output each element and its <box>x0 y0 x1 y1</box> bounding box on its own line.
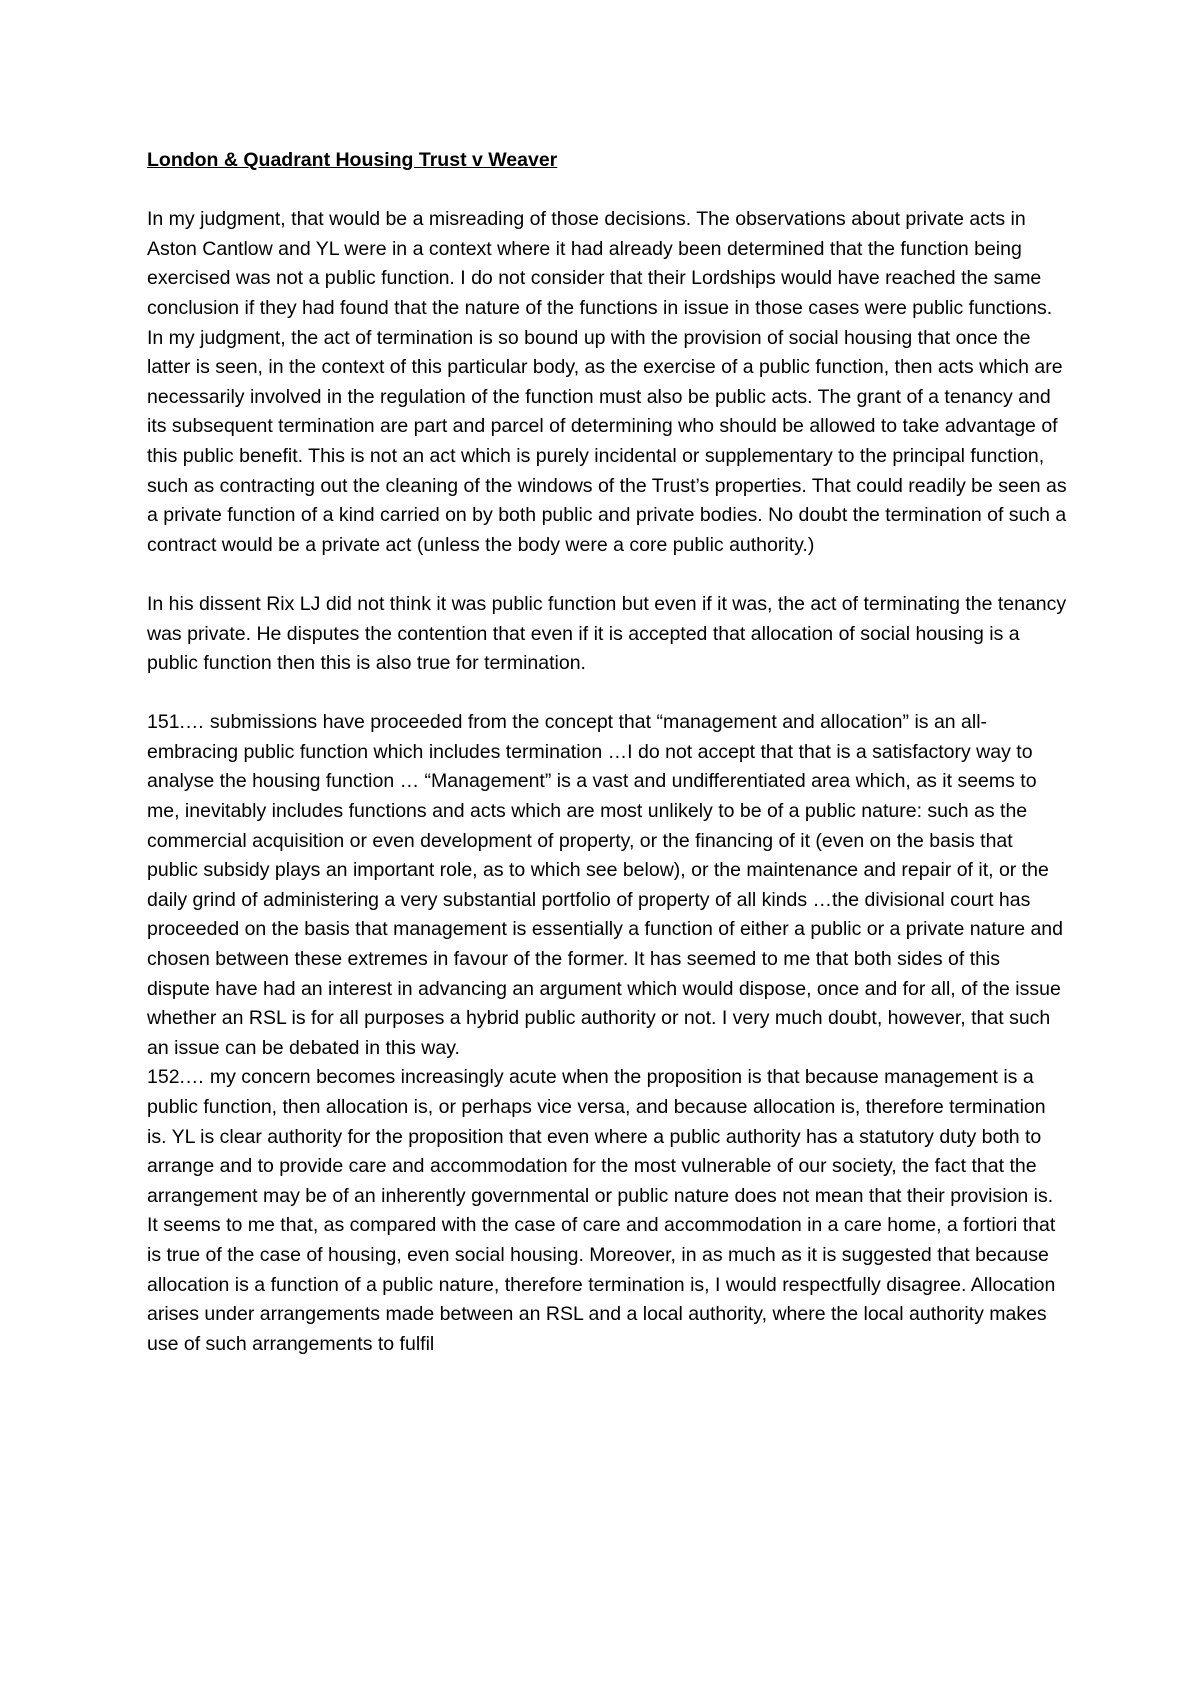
spacer <box>147 176 1067 206</box>
paragraph: In his dissent Rix LJ did not think it was public function but even if it was, the act of terminating the tenancy was private. He disputes the contention that even if it is accepted that allocation of social housing is a public function then this is also true for termination. <box>147 592 1067 675</box>
paragraph: 151.… submissions have proceeded from the concept that “management and allocation” is an all-embracing public function which includes termination …I do not accept that that is a satisfactory way to analyse the housing function … “Management” is a vast and undifferentiated area which, as it seems to me, inevitably includes functions and acts which are most unlikely to be of a public nature: such as the commercial acquisition or even development of property, or the financing of it (even on the basis that public subsidy plays an important role, as to which see below), or the maintenance and repair of it, or the daily grind of administering a very substantial portfolio of property of all kinds …the divisional court has proceeded on the basis that management is essentially a function of either a public or a private nature and chosen between these extremes in favour of the former. It has seemed to me that both sides of this dispute have had an interest in advancing an argument which would dispose, once and for all, of the issue whether an RSL is for all purposes a hybrid public authority or not. I very much doubt, however, that such an issue can be debated in this way. <box>147 711 1063 1059</box>
document-body <box>147 146 1067 1359</box>
spacer <box>147 560 1067 590</box>
paragraph: In my judgment, that would be a misreading of those decisions. The observations about private acts in Aston Cantlow and YL were in a context where it had already been determined that the function being exercised was not a public function. I do not consider that their Lordships would have reached the same conclusion if they had found that the nature of the functions in issue in those cases were public functions. <box>147 208 1053 319</box>
paragraph: In my judgment, the act of termination is so bound up with the provision of social housing that once the latter is seen, in the context of this particular body, as the exercise of a public function, then acts which are necessarily involved in the regulation of the function must also be public acts. The grant of a tenancy and its subsequent termination are part and parcel of determining who should be allowed to take advantage of this public benefit. This is not an act which is purely incidental or supplementary to the principal function, such as contracting out the cleaning of the windows of the Trust’s properties. That could readily be seen as a private function of a kind carried on by both public and private bodies. No doubt the termination of such a contract would be a private act (unless the body were a core public authority.) <box>147 326 1067 556</box>
paragraph: 152.… my concern becomes increasingly acute when the proposition is that because management is a public function, then allocation is, or perhaps vice versa, and because allocation is, therefore termination is. YL is clear authority for the proposition that even where a public authority has a statutory duty both to arrange and to provide care and accommodation for the most vulnerable of our society, the fact that the arrangement may be of an inherently governmental or public nature does not mean that their provision is. It seems to me that, as compared with the case of care and accommodation in a care home, a fortiori that is true of the case of housing, even social housing. Moreover, in as much as it is suggested that because allocation is a function of a public nature, therefore termination is, I would respectfully disagree. Allocation arises under arrangements made between an RSL and a local authority, where the local authority makes use of such arrangements to fulfil <box>147 1066 1056 1355</box>
document-title: London & Quadrant Housing Trust v Weaver <box>147 149 558 171</box>
spacer <box>147 679 1067 709</box>
